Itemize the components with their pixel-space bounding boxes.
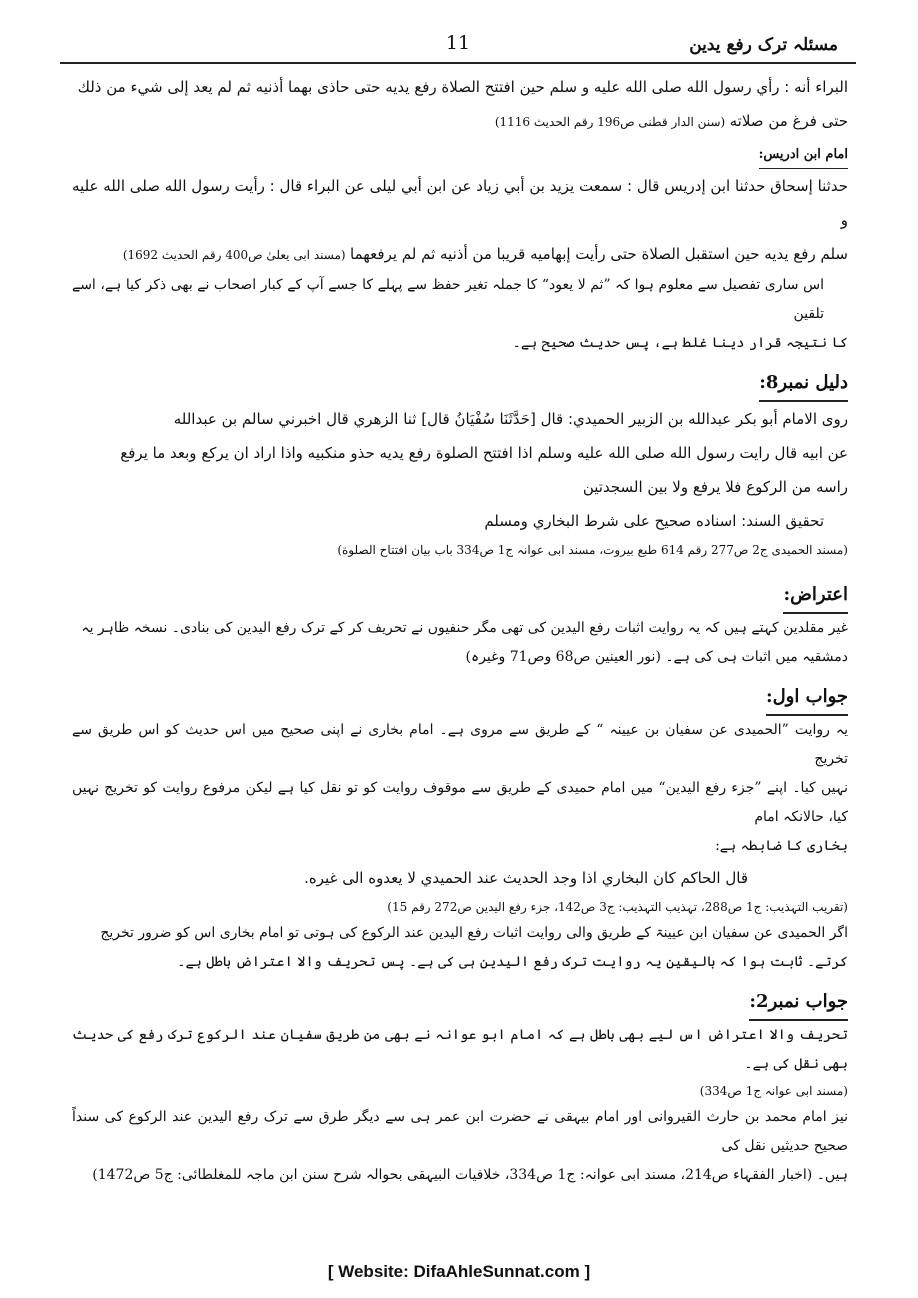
daleel-8-reference: (مسند الحمیدی ج2 ص277 رقم 614 طبع بیروت، مسند ابی عوانہ ج1 ص334 باب بیان افتتاح الصلوة) [337,543,848,557]
page-number: 11 [445,32,471,54]
conclusion-line-1: اس ساری تفصیل سے معلوم ہوا کہ ”ثم لا یعود“ کا جملہ تغیر حفظ سے پہلے کا جسے آپ کے کبار اصحاب نے بھی ذکر کیا ہے، اسے تلقین [72,277,824,322]
narration-text: حتى فرغ من صلاته [729,112,848,130]
answer-1-line-5: کرتے۔ ثابت ہوا کہ بالیقین یہ روایت ترک رفع الیدین ہی کی ہے۔ پس تحریف والا اعتراض باطل ہے۔ [177,954,848,970]
narration-line-2 [72,104,848,138]
objection-line-1: غیر مقلدین کہتے ہیں کہ یہ روایت اثبات رفع الیدین کی تھی مگر حنفیوں نے تحریف کر کے ترک رفع الیدین کی بنادی۔ نسخہ ظاہر یہ [81,620,848,636]
website-footer: [ Website: DifaAhleSunnat.com ] [327,1262,591,1281]
ibn-idris-reference: (مسند ابی یعلیٰ ص400 رقم الحدیث 1692) [122,248,346,262]
answer-1-line-3: بخاری کا ضابطہ ہے: [715,838,848,854]
daleel-8-heading: دلیل نمبر8: [759,368,848,402]
daleel-8-line-1: روى الامام أبو بكر عبدالله بن الزبير الحميدي: قال [حَدَّثَنَا سُفْيَانُ قال] ثنا الزهري قال اخبرني سالم بن عبدالله [173,410,848,428]
answer-2-line-3: ہیں۔ (اخبار الفقہاء ص214، مسند ابی عوانہ: ج1 ص334، خلافیات البیہقی بحوالہ شرح سنن ابن ماجہ للمغلطائی: ج5 ص1472) [92,1167,848,1183]
ibn-idris-line-1: حدثنا إسحاق حدثنا ابن إدريس قال : سمعت يزيد بن أبي زياد عن ابن أبي ليلى عن البراء قال : رأيت رسول الله صلى الله عليه و [72,177,848,229]
answer-1-quote: قال الحاكم كان البخاري اذا وجد الحديث عند الحميدي لا يعدوه الى غيره. [304,869,748,887]
answer-1-line-2: نہیں کیا۔ اپنے ”جزء رفع الیدین“ میں امام حمیدی کے طریق سے موقوف روایت کو تو نقل کیا ہے لیکن مرفوع روایت کو تخریج نہیں کیا، حالانکہ امام [72,780,848,825]
page-header [60,26,856,66]
answer-2-line-2: نیز امام محمد بن حارث القیروانی اور امام بیہقی نے حضرت ابن عمر ہی سے دیگر طرق سے ترک رفع الیدین عند الرکوع کی سنداً صحیح حدیثیں نقل کی [72,1109,848,1154]
ibn-idris-text: سلم رفع يديه حين استقبل الصلاة حتى رأيت إبهاميه قريبا من أذنيه ثم لم يرفعهما [350,245,848,263]
objection-line-2: دمشقیہ میں اثبات ہی کی ہے۔ (نور العینین ص68 وص71 وغیرہ) [465,649,848,665]
narration-reference: (سنن الدار قطنی ص196 رقم الحدیث 1116) [494,115,726,129]
header-rule [60,62,856,64]
ibn-idris-line-2 [72,237,848,271]
objection-heading: اعتراض: [783,580,848,614]
narration-line-1: البراء أنه : رأي رسول الله صلى الله عليه و سلم حين افتتح الصلاة رفع يديه حتى حاذى بهما أذنيه ثم لم يعد إلى شيء من ذلك [77,78,848,96]
daleel-8-line-2: عن ابيه قال رايت رسول الله صلى الله عليه وسلم اذا افتتح الصلوة رفع يديه حذو منكبيه واذا اراد ان يركع وبعد ما يرفع [120,444,848,462]
daleel-8-tahqiq: تحقيق السند: اسناده صحيح على شرط البخاري ومسلم [484,512,824,530]
answer-2-reference: (مسند ابی عوانہ ج1 ص334) [699,1084,848,1098]
conclusion-line-2: کا نتیجہ قرار دینا غلط ہے، پس حدیث صحیح ہے۔ [512,335,848,351]
answer-2-line-1: تحریف والا اعتراض اس لیے بھی باطل ہے کہ امام ابو عوانہ نے بھی من طریق سفیان عند الرکوع ترک رفع کی حدیث بھی نقل کی ہے۔ [72,1027,848,1072]
answer-1-heading: جواب اول: [766,682,848,716]
answer-2-heading: جواب نمبر2: [749,987,848,1021]
page-body [72,70,848,1190]
book-title: مسئلہ ترک رفع یدین [689,35,838,55]
answer-1-line-1: یہ روایت ”الحمیدی عن سفیان بن عیینہ “ کے طریق سے مروی ہے۔ امام بخاری نے اپنی صحیح میں اس حدیث کو اس طریق سے تخریج [72,722,848,767]
answer-1-reference: (تقریب التہذیب: ج1 ص288، تہذیب التہذیب: ج3 ص142، جزء رفع الیدین ص272 رقم 15) [387,900,848,914]
daleel-8-line-3: راسه من الركوع فلا يرفع ولا بين السجدتين [582,478,848,496]
ibn-idris-heading: امام ابن ادریس: [759,142,848,169]
answer-1-line-4: اگر الحمیدی عن سفیان ابن عیینۃ کے طریق والی روایت اثبات رفع الیدین عند الرکوع کی ہوتی تو امام بخاری اس کو ضرور تخریج [100,925,848,941]
